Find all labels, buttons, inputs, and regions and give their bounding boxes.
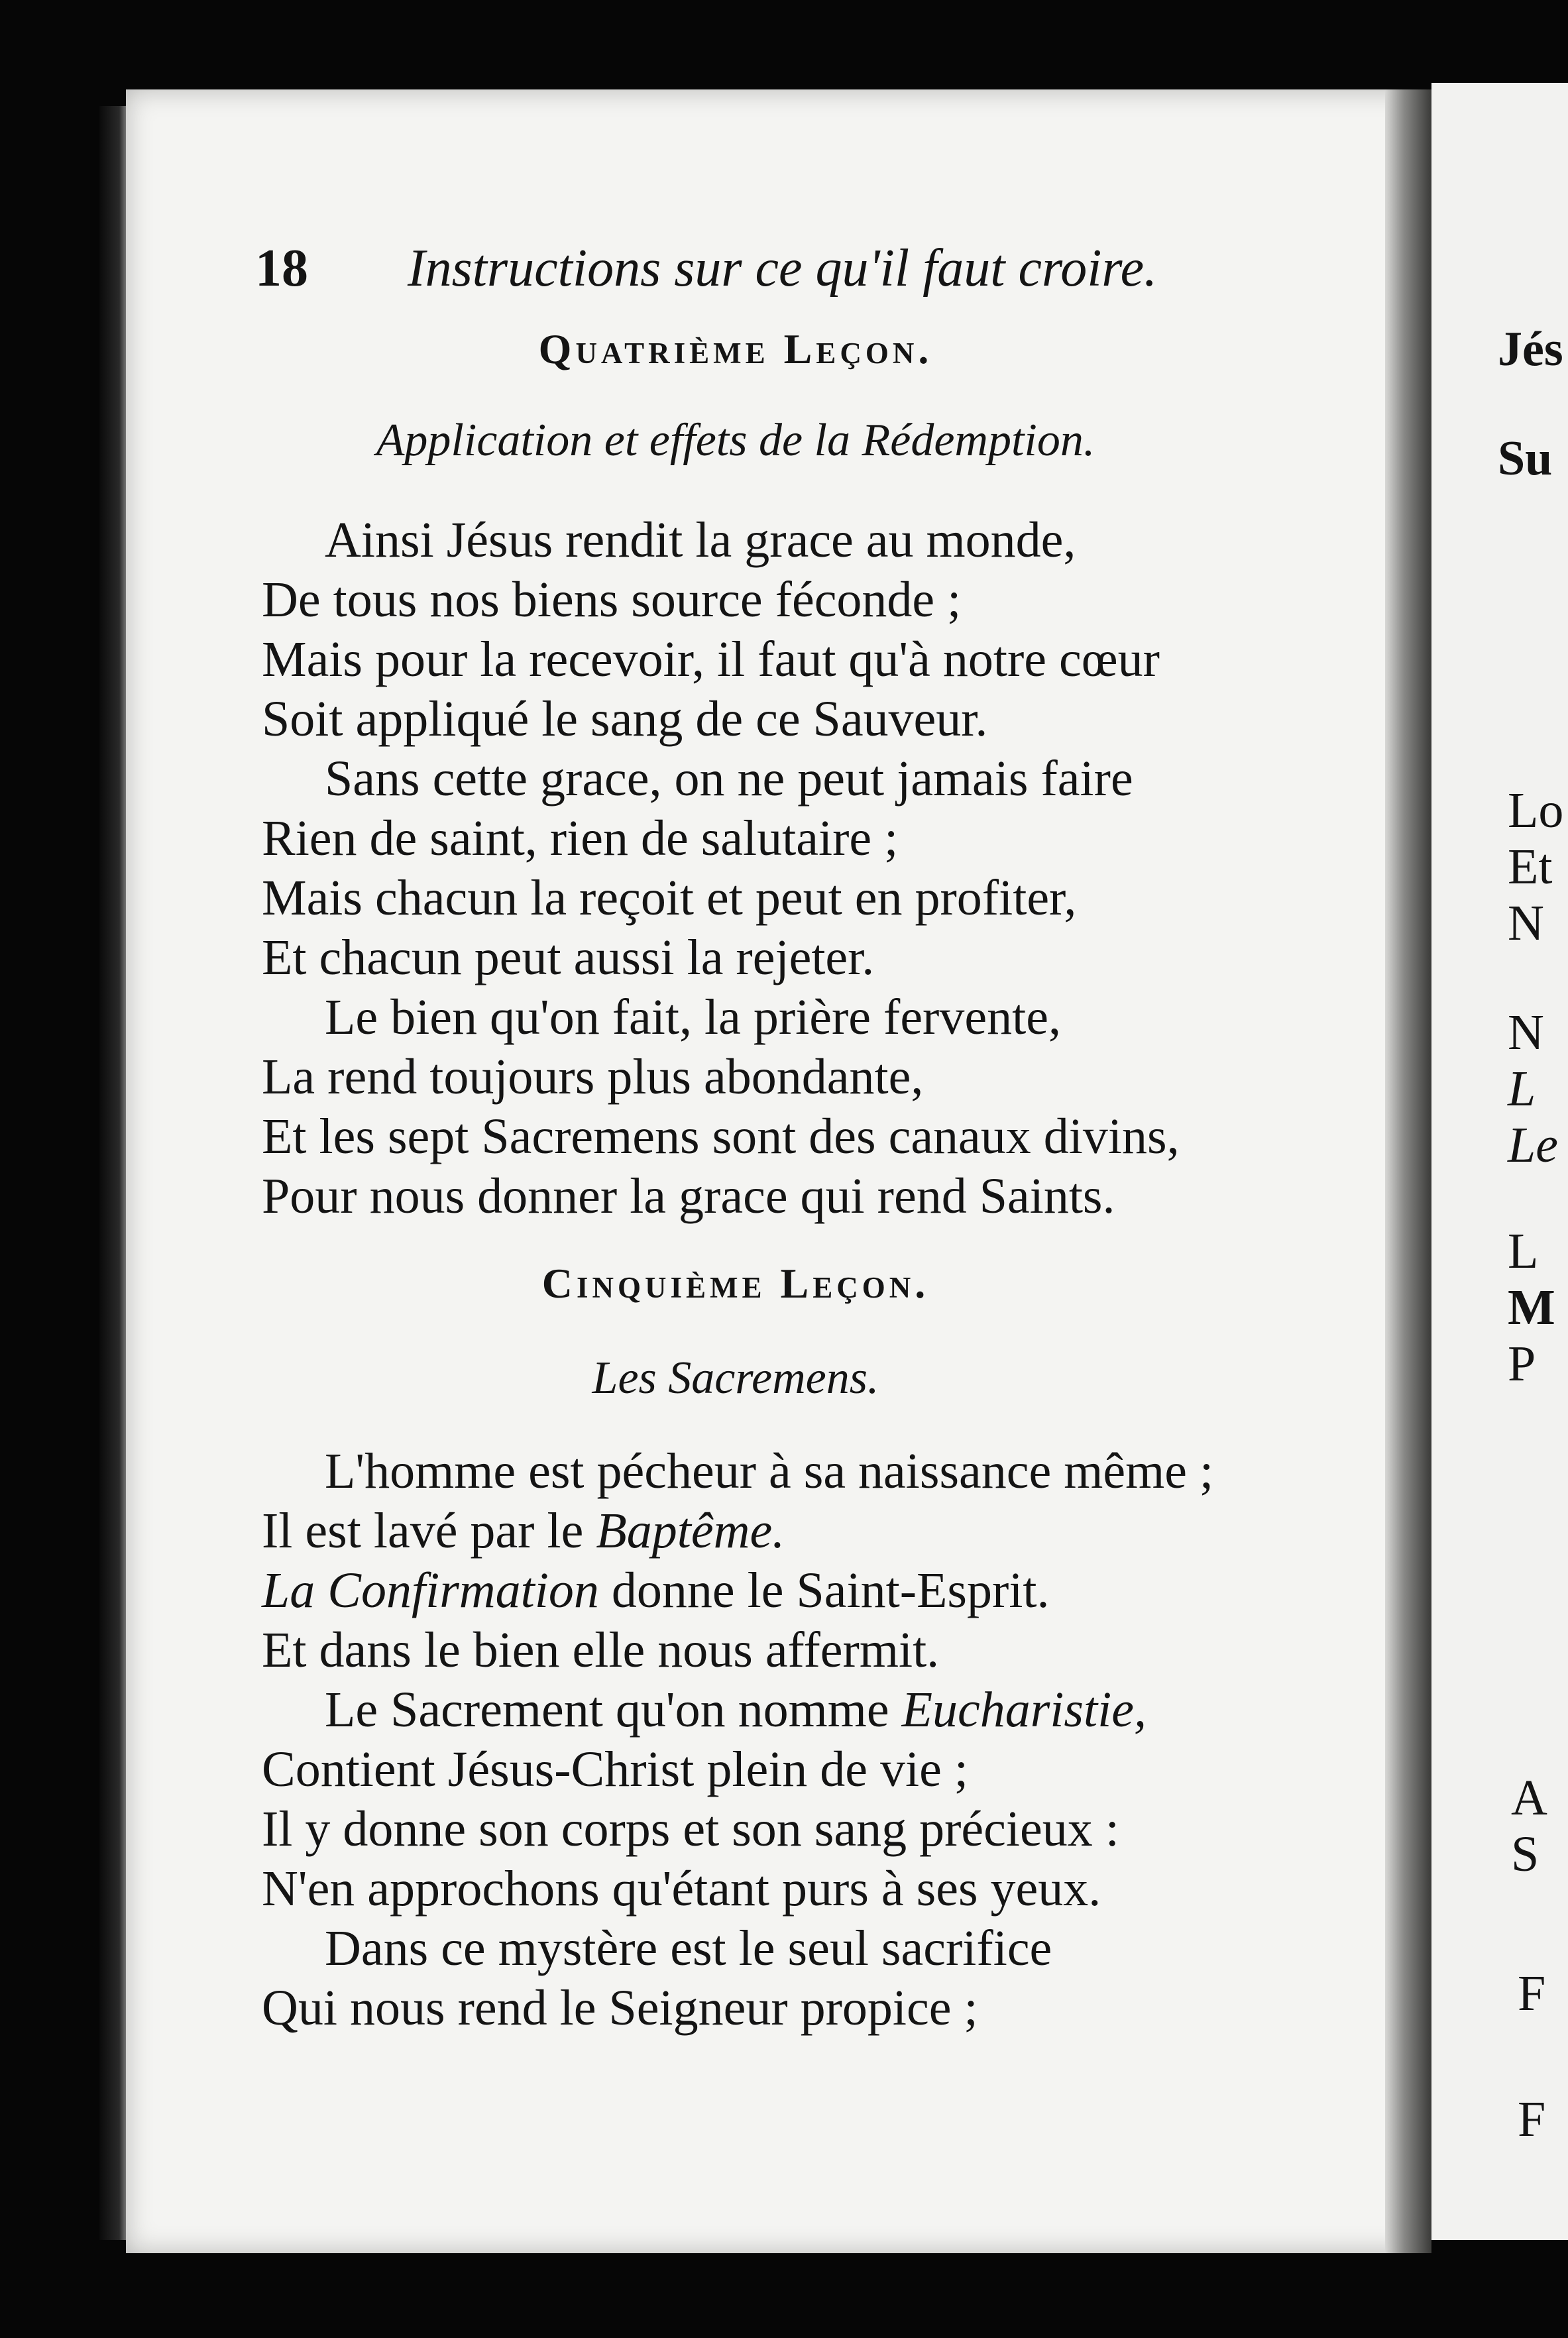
verse-line: Et dans le bien elle nous affermit.: [262, 1622, 940, 1678]
verse-text: donne le Saint-Esprit.: [598, 1563, 1050, 1618]
facing-page-fragment: L: [1508, 1223, 1539, 1279]
facing-page-fragment: F: [1518, 1966, 1546, 2021]
running-head-title: Instructions sur ce qu'il faut croire.: [408, 239, 1158, 298]
verse-line: Contient Jésus-Christ plein de vie ;: [262, 1742, 969, 1797]
verse-line: De tous nos biens source féconde ;: [262, 572, 962, 628]
facing-page-fragment: S: [1511, 1826, 1540, 1882]
verse-line: Rien de saint, rien de salutaire ;: [262, 810, 899, 866]
facing-page-fragment: Su: [1498, 431, 1553, 486]
facing-page-edge: [1431, 83, 1568, 2240]
facing-page-fragment: Et: [1508, 839, 1553, 895]
facing-page-fragment: Le: [1508, 1117, 1558, 1173]
facing-page-fragment: L: [1508, 1061, 1536, 1117]
facing-page-fragment: Lo: [1508, 783, 1564, 838]
facing-page-fragment: Jés: [1498, 322, 1563, 376]
page-number: 18: [255, 239, 308, 298]
verse-line: [262, 1680, 1355, 1740]
page-gutter: [1385, 89, 1431, 2253]
facing-page-fragment: A: [1511, 1770, 1547, 1826]
verse-line: Pour nous donner la grace qui rend Saints.: [262, 1168, 1115, 1224]
verse-line: Dans ce mystère est le seul sacrifice: [325, 1920, 1052, 1976]
verse-text: Il est lavé par le: [262, 1503, 596, 1559]
verse-line: Et les sept Sacremens sont des canaux divins,: [262, 1109, 1180, 1164]
verse-text: Le Sacrement qu'on nomme: [325, 1682, 902, 1738]
verse-line: [262, 1501, 1355, 1561]
verse-line: Mais pour la recevoir, il faut qu'à notre cœur: [262, 632, 1160, 687]
verse-line: Le bien qu'on fait, la prière fervente,: [325, 989, 1061, 1045]
verse-line: Sans cette grace, on ne peut jamais faire: [325, 751, 1133, 807]
verse-line: Et chacun peut aussi la rejeter.: [262, 930, 875, 985]
verse-line: N'en approchons qu'étant purs à ses yeux.: [262, 1861, 1101, 1917]
verse-line: L'homme est pécheur à sa naissance même ;: [325, 1443, 1214, 1499]
facing-page-fragment: N: [1508, 895, 1544, 951]
sacrament-name: La Confirmation: [262, 1563, 599, 1618]
verse-line: Il y donne son corps et son sang précieux :: [262, 1801, 1119, 1857]
sacrament-name: Baptême.: [596, 1503, 785, 1559]
verse-line: Ainsi Jésus rendit la grace au monde,: [325, 512, 1076, 568]
verse-line: Soit appliqué le sang de ce Sauveur.: [262, 691, 988, 747]
lesson-four-verses: [262, 510, 1355, 1226]
lesson-four-title: Quatrième Leçon.: [538, 325, 933, 372]
facing-page-fragment: M: [1508, 1280, 1555, 1335]
verse-line: La rend toujours plus abondante,: [262, 1049, 924, 1105]
lesson-five-verses: [262, 1441, 1355, 2038]
verse-line: [262, 1561, 1355, 1620]
lesson-four-subtitle: Application et effets de la Rédemption.: [376, 415, 1095, 466]
facing-page-fragment: P: [1508, 1336, 1536, 1392]
verse-line: Qui nous rend le Seigneur propice ;: [262, 1980, 978, 2036]
running-head: [255, 239, 1216, 298]
lesson-five-title: Cinquième Leçon.: [541, 1260, 930, 1307]
verse-line: Mais chacun la reçoit et peut en profiter,: [262, 870, 1077, 926]
lesson-five-subtitle: Les Sacremens.: [592, 1353, 879, 1404]
facing-page-fragment: N: [1508, 1005, 1544, 1060]
facing-page-fragment: F: [1518, 2091, 1546, 2147]
sacrament-name: Eucharistie,: [901, 1682, 1147, 1738]
